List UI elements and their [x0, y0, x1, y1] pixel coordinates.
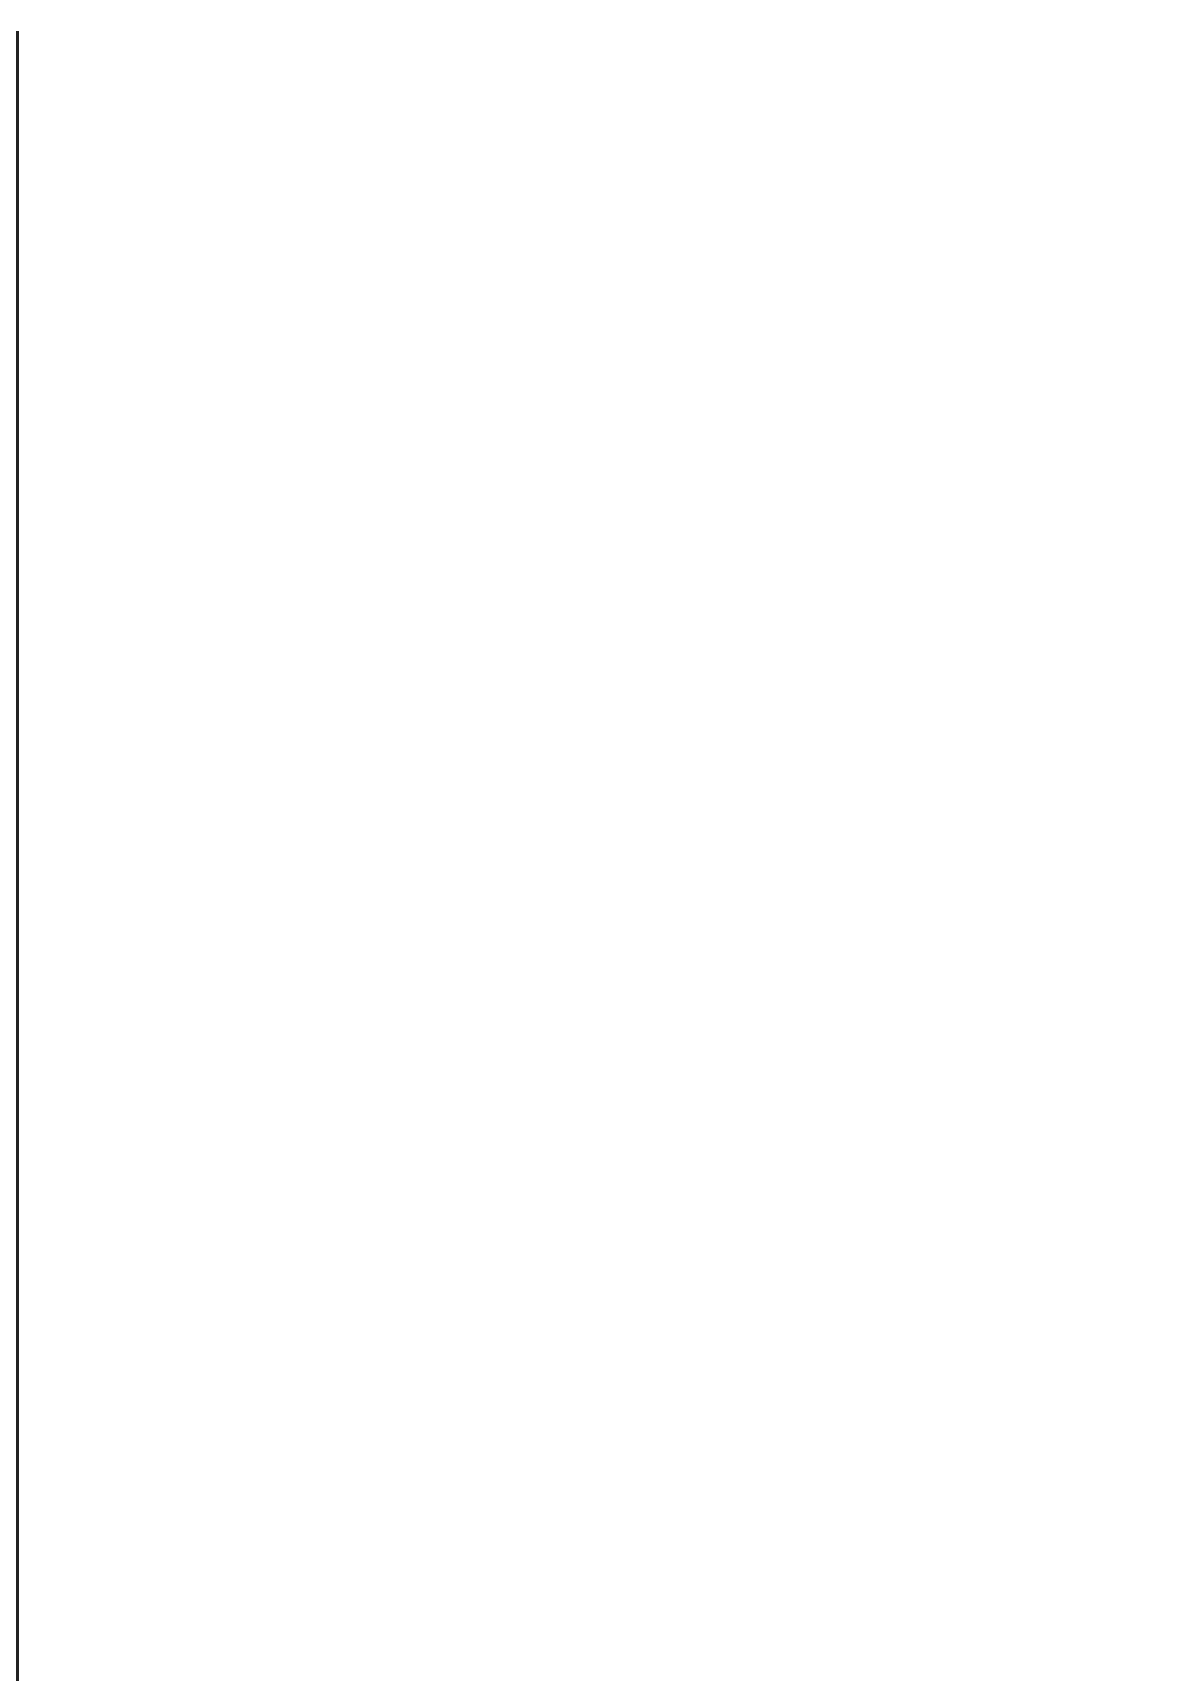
rotated-table-container	[16, 31, 1036, 1681]
column-number-row	[18, 31, 19, 1681]
capital-repair-table	[16, 31, 19, 1681]
